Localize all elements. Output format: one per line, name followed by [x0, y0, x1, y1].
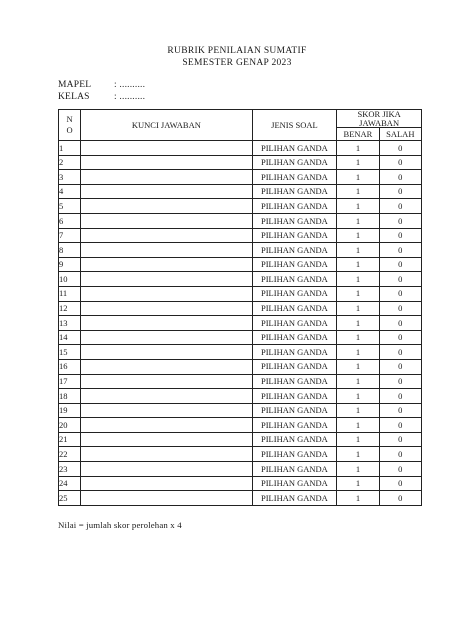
table-row	[59, 374, 422, 389]
answer-key-cell[interactable]	[81, 374, 252, 389]
answer-key-cell[interactable]	[81, 272, 252, 287]
question-type-cell: PILIHAN GANDA	[252, 184, 337, 199]
question-type-cell: PILIHAN GANDA	[252, 345, 337, 360]
score-correct-cell: 1	[337, 432, 379, 447]
score-correct-cell: 1	[337, 213, 379, 228]
answer-key-cell[interactable]	[81, 213, 252, 228]
answer-key-cell[interactable]	[81, 199, 252, 214]
score-wrong-cell: 0	[379, 359, 421, 374]
header-no-bottom: O	[66, 125, 73, 135]
score-correct-cell: 1	[337, 228, 379, 243]
score-correct-cell: 1	[337, 199, 379, 214]
row-number: 25	[59, 491, 81, 506]
answer-key-cell[interactable]	[81, 359, 252, 374]
question-type-cell: PILIHAN GANDA	[252, 432, 337, 447]
score-correct-cell: 1	[337, 359, 379, 374]
score-correct-cell: 1	[337, 447, 379, 462]
kelas-value: : ..........	[114, 92, 146, 102]
document-title: RUBRIK PENILAIAN SUMATIF	[167, 46, 307, 56]
answer-key-cell[interactable]	[81, 403, 252, 418]
mapel-line	[58, 80, 145, 90]
row-number: 22	[59, 447, 81, 462]
question-type-cell: PILIHAN GANDA	[252, 213, 337, 228]
table-row	[59, 432, 422, 447]
row-number: 21	[59, 432, 81, 447]
row-number: 23	[59, 462, 81, 477]
table-row	[59, 272, 422, 287]
question-type-cell: PILIHAN GANDA	[252, 286, 337, 301]
row-number: 9	[59, 257, 81, 272]
header-kunci-jawaban: KUNCI JAWABAN	[81, 110, 252, 141]
question-type-cell: PILIHAN GANDA	[252, 301, 337, 316]
score-correct-cell: 1	[337, 491, 379, 506]
question-type-cell: PILIHAN GANDA	[252, 141, 337, 156]
table-row	[59, 389, 422, 404]
table-row	[59, 213, 422, 228]
row-number: 20	[59, 418, 81, 433]
score-wrong-cell: 0	[379, 330, 421, 345]
score-correct-cell: 1	[337, 418, 379, 433]
table-row	[59, 155, 422, 170]
row-number: 4	[59, 184, 81, 199]
row-number: 16	[59, 359, 81, 374]
answer-key-cell[interactable]	[81, 301, 252, 316]
answer-key-cell[interactable]	[81, 447, 252, 462]
table-row	[59, 316, 422, 331]
row-number: 1	[59, 141, 81, 156]
table-row	[59, 184, 422, 199]
question-type-cell: PILIHAN GANDA	[252, 418, 337, 433]
score-wrong-cell: 0	[379, 403, 421, 418]
table-row	[59, 447, 422, 462]
question-type-cell: PILIHAN GANDA	[252, 199, 337, 214]
answer-key-cell[interactable]	[81, 491, 252, 506]
table-row	[59, 330, 422, 345]
answer-key-cell[interactable]	[81, 170, 252, 185]
score-correct-cell: 1	[337, 184, 379, 199]
answer-key-cell[interactable]	[81, 418, 252, 433]
answer-key-cell[interactable]	[81, 330, 252, 345]
header-skor: SKOR JIKA JAWABAN	[337, 110, 422, 128]
score-wrong-cell: 0	[379, 141, 421, 156]
question-type-cell: PILIHAN GANDA	[252, 330, 337, 345]
table-row	[59, 301, 422, 316]
row-number: 2	[59, 155, 81, 170]
rubrik-table	[58, 109, 422, 506]
score-wrong-cell: 0	[379, 213, 421, 228]
mapel-value: : ..........	[114, 80, 146, 90]
score-wrong-cell: 0	[379, 345, 421, 360]
score-correct-cell: 1	[337, 155, 379, 170]
row-number: 7	[59, 228, 81, 243]
score-wrong-cell: 0	[379, 170, 421, 185]
question-type-cell: PILIHAN GANDA	[252, 491, 337, 506]
header-no-top: N	[66, 113, 73, 124]
row-number: 17	[59, 374, 81, 389]
row-number: 14	[59, 330, 81, 345]
question-type-cell: PILIHAN GANDA	[252, 462, 337, 477]
answer-key-cell[interactable]	[81, 316, 252, 331]
score-correct-cell: 1	[337, 141, 379, 156]
question-type-cell: PILIHAN GANDA	[252, 243, 337, 258]
row-number: 3	[59, 170, 81, 185]
score-correct-cell: 1	[337, 374, 379, 389]
table-row	[59, 228, 422, 243]
score-correct-cell: 1	[337, 257, 379, 272]
table-row	[59, 257, 422, 272]
row-number: 8	[59, 243, 81, 258]
score-correct-cell: 1	[337, 403, 379, 418]
row-number: 10	[59, 272, 81, 287]
score-wrong-cell: 0	[379, 184, 421, 199]
score-wrong-cell: 0	[379, 272, 421, 287]
footer-note: Nilai = jumlah skor perolehan x 4	[58, 520, 182, 530]
table-row	[59, 141, 422, 156]
table-row	[59, 476, 422, 491]
answer-key-cell[interactable]	[81, 286, 252, 301]
score-correct-cell: 1	[337, 345, 379, 360]
score-correct-cell: 1	[337, 272, 379, 287]
question-type-cell: PILIHAN GANDA	[252, 228, 337, 243]
question-type-cell: PILIHAN GANDA	[252, 316, 337, 331]
table-row	[59, 403, 422, 418]
question-type-cell: PILIHAN GANDA	[252, 155, 337, 170]
header-salah: SALAH	[379, 128, 421, 141]
question-type-cell: PILIHAN GANDA	[252, 170, 337, 185]
score-wrong-cell: 0	[379, 301, 421, 316]
answer-key-cell[interactable]	[81, 184, 252, 199]
question-type-cell: PILIHAN GANDA	[252, 272, 337, 287]
question-type-cell: PILIHAN GANDA	[252, 389, 337, 404]
row-number: 6	[59, 213, 81, 228]
question-type-cell: PILIHAN GANDA	[252, 476, 337, 491]
header-no	[59, 110, 81, 141]
score-wrong-cell: 0	[379, 476, 421, 491]
kelas-label: KELAS	[58, 92, 90, 102]
answer-key-cell[interactable]	[81, 141, 252, 156]
answer-key-cell[interactable]	[81, 257, 252, 272]
question-type-cell: PILIHAN GANDA	[252, 359, 337, 374]
table-row	[59, 491, 422, 506]
row-number: 12	[59, 301, 81, 316]
question-type-cell: PILIHAN GANDA	[252, 257, 337, 272]
score-correct-cell: 1	[337, 476, 379, 491]
answer-key-cell[interactable]	[81, 228, 252, 243]
score-wrong-cell: 0	[379, 447, 421, 462]
table-row	[59, 243, 422, 258]
table-row	[59, 170, 422, 185]
answer-key-cell[interactable]	[81, 243, 252, 258]
row-number: 13	[59, 316, 81, 331]
score-wrong-cell: 0	[379, 462, 421, 477]
score-wrong-cell: 0	[379, 286, 421, 301]
header-benar: BENAR	[337, 128, 379, 141]
answer-key-cell[interactable]	[81, 155, 252, 170]
answer-key-cell[interactable]	[81, 345, 252, 360]
document-subtitle: SEMESTER GENAP 2023	[182, 58, 292, 68]
answer-key-cell[interactable]	[81, 389, 252, 404]
score-wrong-cell: 0	[379, 155, 421, 170]
answer-key-cell[interactable]	[81, 476, 252, 491]
row-number: 18	[59, 389, 81, 404]
score-correct-cell: 1	[337, 301, 379, 316]
row-number: 24	[59, 476, 81, 491]
mapel-label: MAPEL	[58, 80, 92, 90]
score-wrong-cell: 0	[379, 257, 421, 272]
score-wrong-cell: 0	[379, 374, 421, 389]
score-correct-cell: 1	[337, 316, 379, 331]
score-correct-cell: 1	[337, 170, 379, 185]
table-row	[59, 199, 422, 214]
score-wrong-cell: 0	[379, 228, 421, 243]
score-correct-cell: 1	[337, 286, 379, 301]
score-wrong-cell: 0	[379, 432, 421, 447]
score-wrong-cell: 0	[379, 316, 421, 331]
kelas-line	[58, 92, 145, 102]
header-jenis-soal: JENIS SOAL	[252, 110, 337, 141]
score-wrong-cell: 0	[379, 491, 421, 506]
row-number: 11	[59, 286, 81, 301]
row-number: 5	[59, 199, 81, 214]
score-correct-cell: 1	[337, 389, 379, 404]
table-row	[59, 359, 422, 374]
score-correct-cell: 1	[337, 330, 379, 345]
score-wrong-cell: 0	[379, 389, 421, 404]
row-number: 19	[59, 403, 81, 418]
answer-key-cell[interactable]	[81, 462, 252, 477]
question-type-cell: PILIHAN GANDA	[252, 374, 337, 389]
score-wrong-cell: 0	[379, 243, 421, 258]
table-row	[59, 418, 422, 433]
score-wrong-cell: 0	[379, 418, 421, 433]
table-row	[59, 286, 422, 301]
question-type-cell: PILIHAN GANDA	[252, 447, 337, 462]
table-row	[59, 462, 422, 477]
question-type-cell: PILIHAN GANDA	[252, 403, 337, 418]
table-row	[59, 345, 422, 360]
score-correct-cell: 1	[337, 462, 379, 477]
score-wrong-cell: 0	[379, 199, 421, 214]
score-correct-cell: 1	[337, 243, 379, 258]
answer-key-cell[interactable]	[81, 432, 252, 447]
row-number: 15	[59, 345, 81, 360]
